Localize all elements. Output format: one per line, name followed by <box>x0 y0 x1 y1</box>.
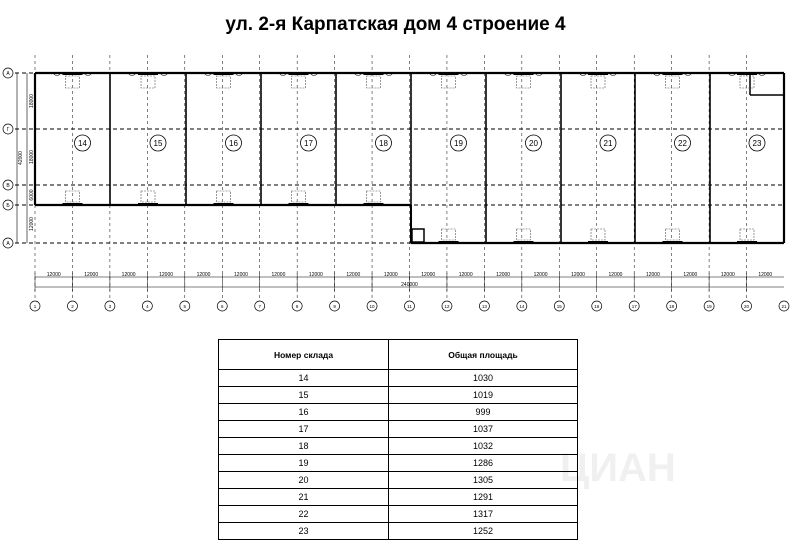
warehouse-number-cell: 15 <box>219 387 389 404</box>
column-axis-label: 11 <box>407 304 412 309</box>
unit-number-label: 16 <box>229 139 238 148</box>
gate-bar <box>214 72 234 75</box>
gate-bar <box>737 241 757 244</box>
gate-bar <box>138 203 158 206</box>
warehouse-number-cell: 16 <box>219 404 389 421</box>
gate-area <box>517 76 531 88</box>
span-dimension-label: 12000 <box>571 272 585 278</box>
warehouse-number-cell: 20 <box>219 472 389 489</box>
watermark: ЦИАН <box>560 446 676 490</box>
gate-bar <box>214 203 234 206</box>
column-axis-label: 8 <box>295 304 299 309</box>
row-axis-label: Г <box>6 127 10 133</box>
span-dimension-label: 12000 <box>234 272 248 278</box>
span-dimension-label: 12000 <box>159 272 174 278</box>
table-row <box>219 421 578 438</box>
span-dimension-label: 12000 <box>720 272 735 278</box>
warehouse-number-cell: 23 <box>219 523 389 540</box>
span-dimension-label: 12000 <box>121 272 136 278</box>
area-cell: 1037 <box>389 421 578 438</box>
row-dimension-label: 18000 <box>29 94 35 108</box>
unit-number-label: 19 <box>454 139 463 148</box>
column-axis-label: 14 <box>519 304 525 309</box>
span-dimension-label: 12000 <box>758 272 773 278</box>
gate-bar <box>63 72 83 75</box>
column-axis-label: 3 <box>108 304 112 309</box>
column-axis-label: 19 <box>706 304 712 309</box>
gate-area <box>591 76 605 88</box>
table-row <box>219 370 578 387</box>
column-axis-label: 6 <box>220 304 224 309</box>
gate-area <box>591 229 605 240</box>
column-axis-label: 7 <box>258 304 261 309</box>
table-row <box>219 472 578 489</box>
area-cell: 1030 <box>389 370 578 387</box>
gate-bar <box>289 203 309 206</box>
gate-bar <box>439 241 459 244</box>
column-axis-label: 12 <box>444 304 450 309</box>
unit-number-label: 18 <box>379 139 388 148</box>
column-axis-label: 17 <box>631 304 637 309</box>
span-dimension-label: 12000 <box>346 272 361 278</box>
span-dimension-label: 12000 <box>271 272 286 278</box>
span-dimension-label: 12000 <box>308 272 323 278</box>
span-dimension-label: 12000 <box>608 272 623 278</box>
total-length-label: 240000 <box>401 282 418 288</box>
unit-number-label: 20 <box>529 139 538 148</box>
gate-area <box>442 229 456 240</box>
unit-number-label: 21 <box>603 139 613 148</box>
gate-area <box>442 76 456 88</box>
gate-bar <box>663 72 683 75</box>
span-dimension-label: 12000 <box>421 272 436 278</box>
row-axis-label: Б <box>6 203 10 209</box>
gate-area <box>292 76 306 88</box>
span-dimension-label: 12000 <box>196 272 211 278</box>
warehouse-number-cell: 17 <box>219 421 389 438</box>
column-axis-label: 1 <box>33 304 37 309</box>
column-axis-label: 16 <box>594 304 600 309</box>
gate-bar <box>439 72 459 75</box>
row-axis-label: A <box>6 71 10 77</box>
area-cell: 1317 <box>389 506 578 523</box>
warehouse-number-cell: 21 <box>219 489 389 506</box>
table-row <box>219 455 578 472</box>
span-dimension-label: 12000 <box>645 272 660 278</box>
gate-bar <box>588 241 608 244</box>
header-total-area: Общая площадь <box>389 340 578 370</box>
table-row <box>219 506 578 523</box>
unit-number-label: 15 <box>153 139 163 148</box>
gate-area <box>740 229 754 240</box>
gate-bar <box>289 72 309 75</box>
row-axis-label: В <box>6 183 10 189</box>
gate-area <box>367 191 381 202</box>
unit-number-label: 14 <box>78 139 87 148</box>
gate-bar <box>663 241 683 244</box>
column-axis-label: 21 <box>781 304 787 309</box>
gate-bar <box>364 72 384 75</box>
column-axis-label: 4 <box>146 304 149 309</box>
gate-bar <box>588 72 608 75</box>
gate-area <box>141 76 155 88</box>
row-dimension-label: 12000 <box>29 217 35 231</box>
gate-area <box>666 76 680 88</box>
row-axis-label: А <box>6 241 10 247</box>
page-title: ул. 2-я Карпатская дом 4 строение 4 <box>225 14 566 35</box>
column-axis-label: 18 <box>669 304 675 309</box>
gate-area <box>666 229 680 240</box>
row-dimension-label: 18000 <box>29 150 35 164</box>
gate-area <box>141 191 155 202</box>
header-warehouse-number: Номер склада <box>219 340 389 370</box>
table-row <box>219 404 578 421</box>
gate-area <box>217 191 231 202</box>
area-table <box>218 339 578 540</box>
warehouse-number-cell: 14 <box>219 370 389 387</box>
table-header-row <box>219 340 578 370</box>
span-dimension-label: 12000 <box>458 272 473 278</box>
span-dimension-label: 12000 <box>496 272 511 278</box>
table-row <box>219 387 578 404</box>
area-cell: 1032 <box>389 438 578 455</box>
row-dimension-label: 6000 <box>29 189 35 201</box>
gate-bar <box>63 203 83 206</box>
gate-bar <box>364 203 384 206</box>
gate-bar <box>737 72 757 75</box>
column-axis-label: 2 <box>71 304 74 309</box>
table-row <box>219 523 578 540</box>
unit-number-label: 23 <box>752 139 762 148</box>
column-axis-label: 9 <box>333 304 336 309</box>
area-cell: 1019 <box>389 387 578 404</box>
warehouse-number-cell: 19 <box>219 455 389 472</box>
warehouse-number-cell: 18 <box>219 438 389 455</box>
gate-area <box>367 76 381 88</box>
span-dimension-label: 12000 <box>46 272 61 278</box>
gate-bar <box>514 72 534 75</box>
unit-number-label: 22 <box>678 139 687 148</box>
gate-area <box>517 229 531 240</box>
span-dimension-label: 12000 <box>533 272 548 278</box>
span-dimension-label: 12000 <box>84 272 99 278</box>
column-axis-label: 13 <box>481 304 487 309</box>
total-depth-label: 42000 <box>18 151 24 165</box>
gate-area <box>217 76 231 88</box>
table-row <box>219 438 578 455</box>
area-cell: 1252 <box>389 523 578 540</box>
gate-area <box>740 76 754 88</box>
column-axis-label: 10 <box>369 304 375 309</box>
column-axis-label: 5 <box>183 304 187 309</box>
warehouse-number-cell: 22 <box>219 506 389 523</box>
gate-bar <box>138 72 158 75</box>
unit-number-label: 17 <box>304 139 313 148</box>
gate-bar <box>514 241 534 244</box>
column-axis-label: 15 <box>556 304 562 309</box>
table-row <box>219 489 578 506</box>
area-cell: 1291 <box>389 489 578 506</box>
gate-area <box>292 191 306 202</box>
area-cell: 1286 <box>389 455 578 472</box>
column-axis-label: 20 <box>744 304 750 309</box>
span-dimension-label: 12000 <box>383 272 398 278</box>
area-cell: 999 <box>389 404 578 421</box>
span-dimension-label: 12000 <box>683 272 698 278</box>
small-room <box>412 229 424 242</box>
area-cell: 1305 <box>389 472 578 489</box>
